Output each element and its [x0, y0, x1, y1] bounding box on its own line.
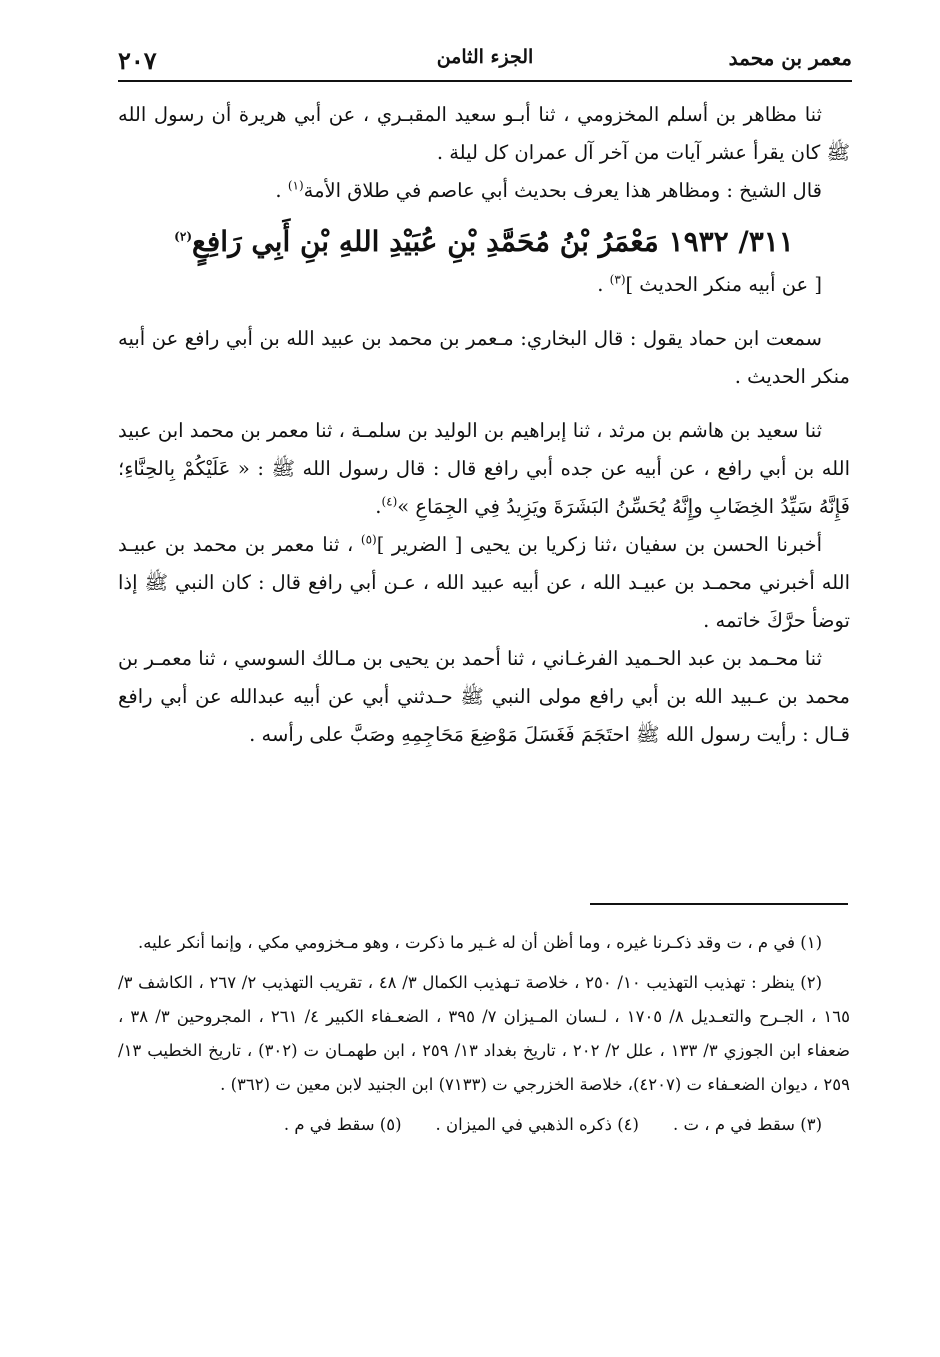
footnote-ref-1: (١)	[287, 178, 304, 193]
main-text	[118, 96, 850, 754]
footnote-4: (٤) ذكره الذهبي في الميزان .	[435, 1115, 639, 1134]
footnote-1: (١) في م ، ت وقد ذكـرنا غيره ، وما أظن أن له غـير ما ذكرت ، وهو مـخزومي مكي ، وإنما أنكر عليه.	[137, 933, 822, 952]
footnote-2: (٢) ينظر : تهذيب التهذيب ١٠/ ٢٥٠ ، خلاصة تـهذيب الكمال ٣/ ٤٨ ، تقريب التهذيب ٢/ ٢٦٧ ، الكاشف ٣/ ١٦٥ ، الجـرح والتعـديل ٨/ ١٧٠٥ ، لـسان المـيزان ٧/ ٣٩٥ ، الضعـفاء الكبير ٤/ ٢٦١ ، المجروحين ٣/ ٣٨ ، ضعفاء ابن الجوزي ٣/ ١٣٣ ، علل ٢/ ٢٠٢ ، تاريخ بغداد ١٣/ ٢٥٩ ، ابن طهمـان ت (٣٠٢) ، تاريخ الخطيب ١٣/ ٢٥٩ ، ديوان الضعـفاء ت (٤٢٠٧)، خلاصة الخزرجي ت (٧١٣٣) ابن الجنيد لابن معين ت (٣٦٢) .	[118, 973, 850, 1094]
paragraph-5-text: ثنا سعيد بن هاشم بن مرثد ، ثنا إبراهيم بن الوليد بن سلمـة ، ثنا معمر بن محمد ابن عبيد الله بن أبي رافع ، عن أبيه عن جده أبي رافع قال : قال رسول الله ﷺ : « عَلَيْكُمْ بِالحِنَّاءِ؛ فَإِنَّهُ سَيِّدُ الخِضَابِ وإِنَّهُ يُحَسِّنُ البَشَرَةَ ويَزِيدُ فِي الجِمَاعِ »	[118, 419, 850, 518]
footnote-3: (٣) سقط في م ، ت .	[672, 1115, 822, 1134]
volume-title: الجزء الثامن	[436, 46, 534, 68]
paragraph-2	[118, 172, 850, 210]
paragraph-1: ثنا مظاهر بن أسلم المخزومي ، ثنا أبـو سعيد المقبـري ، عن أبي هريرة أن رسول الله ﷺ كان يقرأ عشر آيات من آخر آل عمران كل ليلة .	[118, 103, 850, 164]
footnote-ref-5: (٥)	[360, 532, 377, 547]
paragraph-4: سمعت ابن حماد يقول : قال البخاري: مـعمر بن محمد بن عبيد الله بن أبي رافع عن أبيه منكر الحديث .	[118, 327, 850, 388]
footnotes	[118, 926, 850, 1142]
footnote-ref-4: (٤)	[381, 494, 398, 509]
page-number: ٢٠٧	[118, 46, 157, 75]
paragraph-3-text: [ عن أبيه منكر الحديث ]	[625, 273, 822, 296]
running-title: معمر بن محمد	[728, 46, 852, 70]
paragraph-3-end: .	[597, 273, 610, 296]
paragraph-2-end: .	[275, 179, 288, 202]
footnote-ref-3: (٣)	[609, 272, 626, 287]
paragraph-7: ثنا محـمد بن عبد الحـميد الفرغـاني ، ثنا أحمد بن يحيى بن مـالك السوسي ، ثنا معمـر بن محمد بن عـبيد الله بن أبي رافع مولى النبي ﷺ حـدثني أبي عن أبيه عبدالله عن أبي رافع قـال : رأيت رسول الله ﷺ احتَجَمَ فَغَسَلَ مَوْضِعَ مَحَاجِمِهِ وصَبَّ على رأسه .	[117, 647, 850, 746]
entry-title	[118, 222, 850, 262]
footnotes-3-5	[118, 1108, 850, 1142]
paragraph-6-text-b: ، ثنا معمر بن محمد بن عبيـد الله أخبرني محمـد بن عبيـد الله ، عن أبيه عبيد الله ، عـن أبي رافع قال : كان النبي ﷺ إذا توضأ حرَّكَ خاتمه .	[118, 533, 850, 632]
paragraph-6-text-a: أخبرنا الحسن بن سفيان ،ثنا زكريا بن يحيى [ الضرير ]	[376, 533, 822, 556]
paragraph-6	[118, 526, 850, 640]
paragraph-3	[118, 266, 850, 304]
paragraph-2-text: قال الشيخ : ومظاهر هذا يعرف بحديث أبي عاصم في طلاق الأمة	[303, 179, 822, 202]
entry-title-text: ٣١١/ ١٩٣٢ مَعْمَرُ بْنُ مُحَمَّدِ بْنِ عُبَيْدِ اللهِ بْنِ أَبِي رَافِعٍ	[192, 225, 794, 258]
paragraph-5	[118, 412, 850, 526]
footnote-ref-2: (٢)	[174, 229, 192, 244]
footnote-separator	[590, 903, 848, 905]
page-header	[118, 40, 852, 82]
paragraph-5-end: .	[375, 495, 382, 518]
footnote-5: (٥) سقط في م .	[283, 1115, 402, 1134]
